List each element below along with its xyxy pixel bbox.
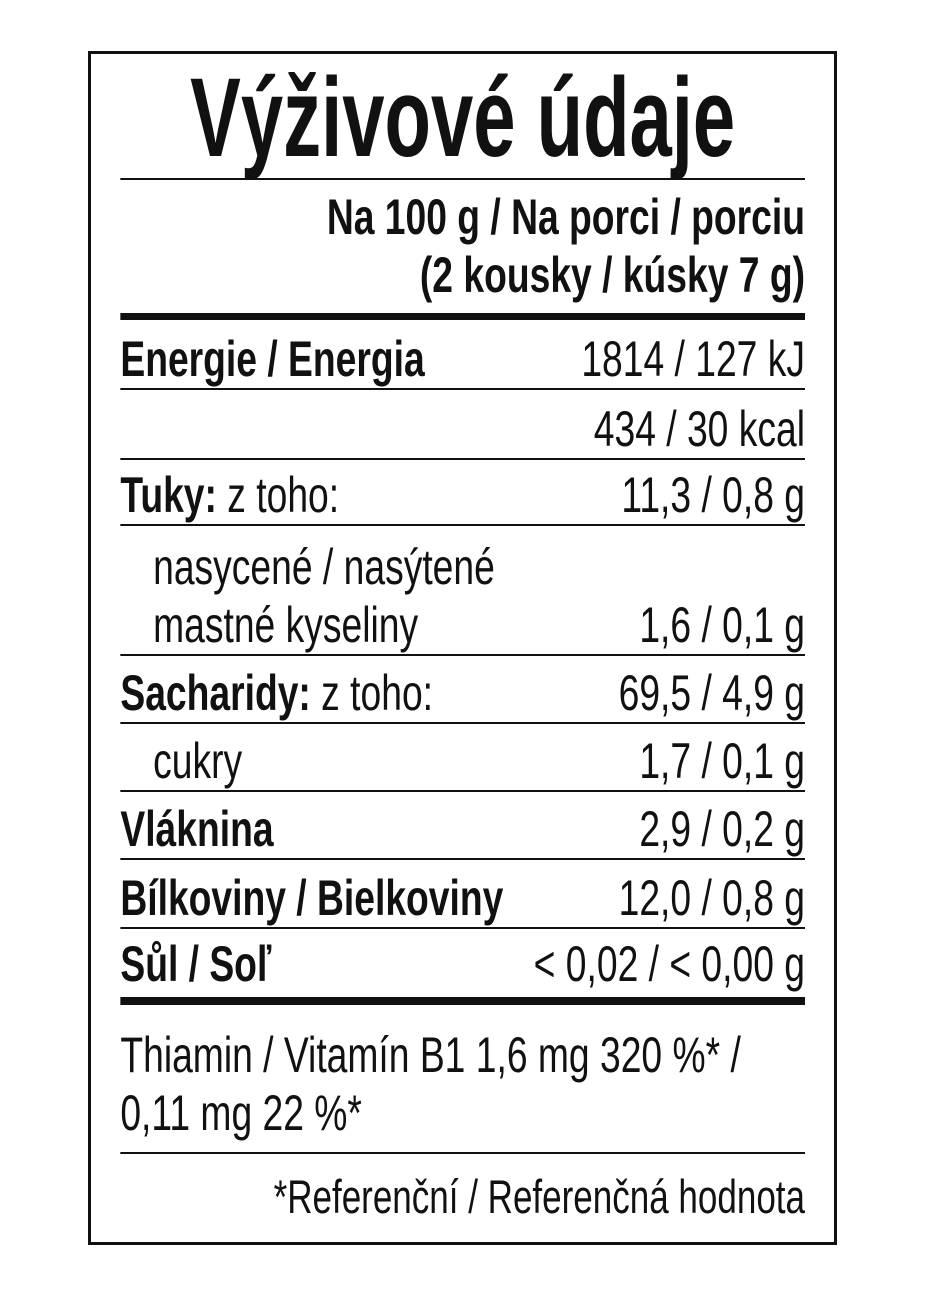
nutrient-value-energy-kcal: 434 / 30 kcal	[593, 401, 805, 457]
nutrient-value-sugars: 1,7 / 0,1 g	[639, 733, 805, 789]
nutrient-label-salt: Sůl / Soľ	[120, 936, 272, 992]
vitamin-info-line: Thiamin / Vitamín B1 1,6 mg 320 %* /	[120, 1027, 741, 1083]
vitamin-info	[120, 1005, 805, 1154]
nutrient-label-saturates-line: nasycené / nasýtené	[153, 539, 495, 595]
nutrient-label-carbohydrates: Sacharidy:	[120, 665, 311, 721]
nutrient-row-carbohydrates	[120, 656, 805, 724]
nutrient-label-energy: Energie / Energia	[120, 331, 425, 387]
nutrient-sublabel-carbohydrates: z toho:	[321, 665, 434, 721]
nutrient-row-fat	[120, 460, 805, 526]
nutrient-row-sugars	[120, 724, 805, 792]
nutrient-sublabel-fat: z toho:	[227, 467, 340, 523]
nutrient-row-energy-kcal	[120, 390, 805, 460]
nutrient-label-fibre: Vláknina	[120, 801, 274, 857]
label-content	[120, 55, 805, 1242]
nutrient-label-saturates	[120, 538, 494, 654]
column-header-per-100g: Na 100 g / Na porci / porciu	[326, 189, 805, 245]
column-header	[120, 180, 805, 320]
nutrient-label-saturates-line: mastné kyseliny	[153, 597, 419, 653]
column-header-portion: (2 kousky / kúsky 7 g)	[419, 247, 805, 303]
nutrient-value-protein: 12,0 / 0,8 g	[618, 870, 805, 926]
nutrient-row-energy	[120, 320, 805, 390]
title-row	[120, 55, 805, 180]
nutrient-value-fibre: 2,9 / 0,2 g	[639, 801, 805, 857]
nutrient-value-salt: < 0,02 / < 0,00 g	[533, 936, 805, 992]
nutrient-value-fat: 11,3 / 0,8 g	[621, 467, 805, 523]
nutrient-row-saturates	[120, 526, 805, 656]
nutrient-row-salt	[120, 929, 805, 1005]
nutrient-label-group-fat	[120, 466, 339, 524]
nutrient-label-sugars: cukry	[153, 733, 243, 789]
nutrition-label	[88, 51, 837, 1245]
nutrient-value-carbohydrates: 69,5 / 4,9 g	[618, 665, 805, 721]
nutrient-value-saturates: 1,6 / 0,1 g	[639, 597, 805, 653]
nutrient-label-group-carbohydrates	[120, 664, 433, 722]
nutrient-label-protein: Bílkoviny / Bielkoviny	[120, 870, 504, 926]
nutrient-label-fat: Tuky:	[120, 467, 217, 523]
reference-value-footnote: *Referenční / Referenčná hodnota	[273, 1170, 805, 1223]
label-title: Výživové údaje	[190, 55, 736, 180]
nutrient-value-energy-kj: 1814 / 127 kJ	[581, 331, 805, 387]
vitamin-info-line: 0,11 mg 22 %*	[120, 1085, 362, 1141]
nutrient-row-protein	[120, 860, 805, 929]
nutrient-row-fibre	[120, 792, 805, 860]
